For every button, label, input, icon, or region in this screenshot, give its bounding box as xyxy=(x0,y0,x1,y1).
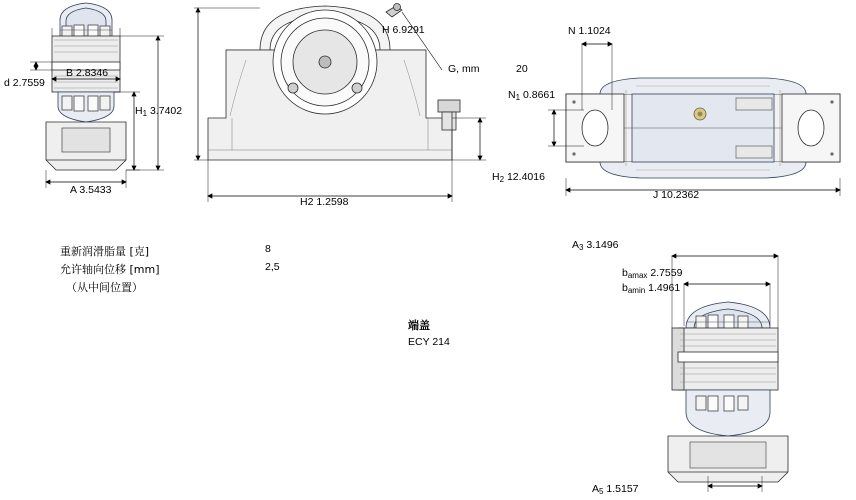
dim-L-symbol: H2 xyxy=(300,196,314,208)
dim-B-value: 2.8346 xyxy=(75,67,109,79)
front-view xyxy=(190,0,500,215)
dim-L xyxy=(300,197,348,209)
dim-G-symbol: G, mm xyxy=(448,63,480,75)
dim-H-symbol: H xyxy=(382,24,390,36)
dim-A5-value: 1.5157 xyxy=(606,483,639,495)
dim-J-value: 10.2362 xyxy=(661,189,700,201)
dim-G-value-wrap xyxy=(516,64,528,76)
top-view xyxy=(540,14,856,204)
relube-label: 重新润滑脂量 [克] xyxy=(60,245,150,258)
axial-displacement-note: （从中间位置） xyxy=(66,281,143,294)
dim-B xyxy=(66,68,108,80)
dim-J-symbol: J xyxy=(653,189,659,201)
dim-bamax: $b_{amax}$ 2.7559 xyxy=(622,267,683,280)
dim-A3-value: 3.1496 xyxy=(586,239,619,251)
axial-displacement-value: 2,5 xyxy=(265,261,280,273)
dim-N1-value: 0.8661 xyxy=(522,89,556,101)
dim-bamin: $b_{amin}$ 1.4961 xyxy=(622,282,681,295)
dim-H xyxy=(382,25,425,37)
dim-bamin-value: 1.4961 xyxy=(648,282,681,294)
dim-N-value: 1.1024 xyxy=(578,25,611,37)
dim-d xyxy=(4,78,45,90)
dim-H1: $H_1$ 3.7402 xyxy=(135,105,183,118)
dim-bamax-value: 2.7559 xyxy=(650,267,683,279)
dim-A xyxy=(70,185,111,197)
relube-value: 8 xyxy=(265,243,271,255)
dim-d-value: 2.7559 xyxy=(12,77,45,89)
dim-H1-value: 3.7402 xyxy=(149,105,183,117)
dim-B-symbol: B xyxy=(66,67,74,79)
dim-G xyxy=(448,64,480,76)
dim-H2-value: 12.4016 xyxy=(506,171,545,183)
dim-J xyxy=(653,190,699,202)
dim-A-symbol: A xyxy=(70,184,77,196)
dim-H2: $H_2$ 12.4016 xyxy=(492,171,545,184)
dim-N-symbol: N xyxy=(568,25,576,37)
dim-G-value: 20 xyxy=(516,63,528,75)
dim-L-value: 1.2598 xyxy=(316,196,349,208)
axial-displacement-label: 允许轴向位移 [mm] xyxy=(60,263,160,276)
end-cover-value: ECY 214 xyxy=(408,336,450,348)
dim-A3: $A_3$ 3.1496 xyxy=(572,239,619,252)
dim-H-value: 6.9291 xyxy=(392,24,425,36)
dim-d-symbol: d xyxy=(4,77,10,89)
dim-N1: $N_1$ 0.8661 xyxy=(508,89,556,102)
dim-A5: $A_5$ 1.5157 xyxy=(592,483,639,496)
dim-A-value: 3.5433 xyxy=(79,184,112,196)
end-view xyxy=(556,236,856,500)
end-cover-label: 端盖 xyxy=(408,319,430,332)
dim-N xyxy=(568,26,611,38)
